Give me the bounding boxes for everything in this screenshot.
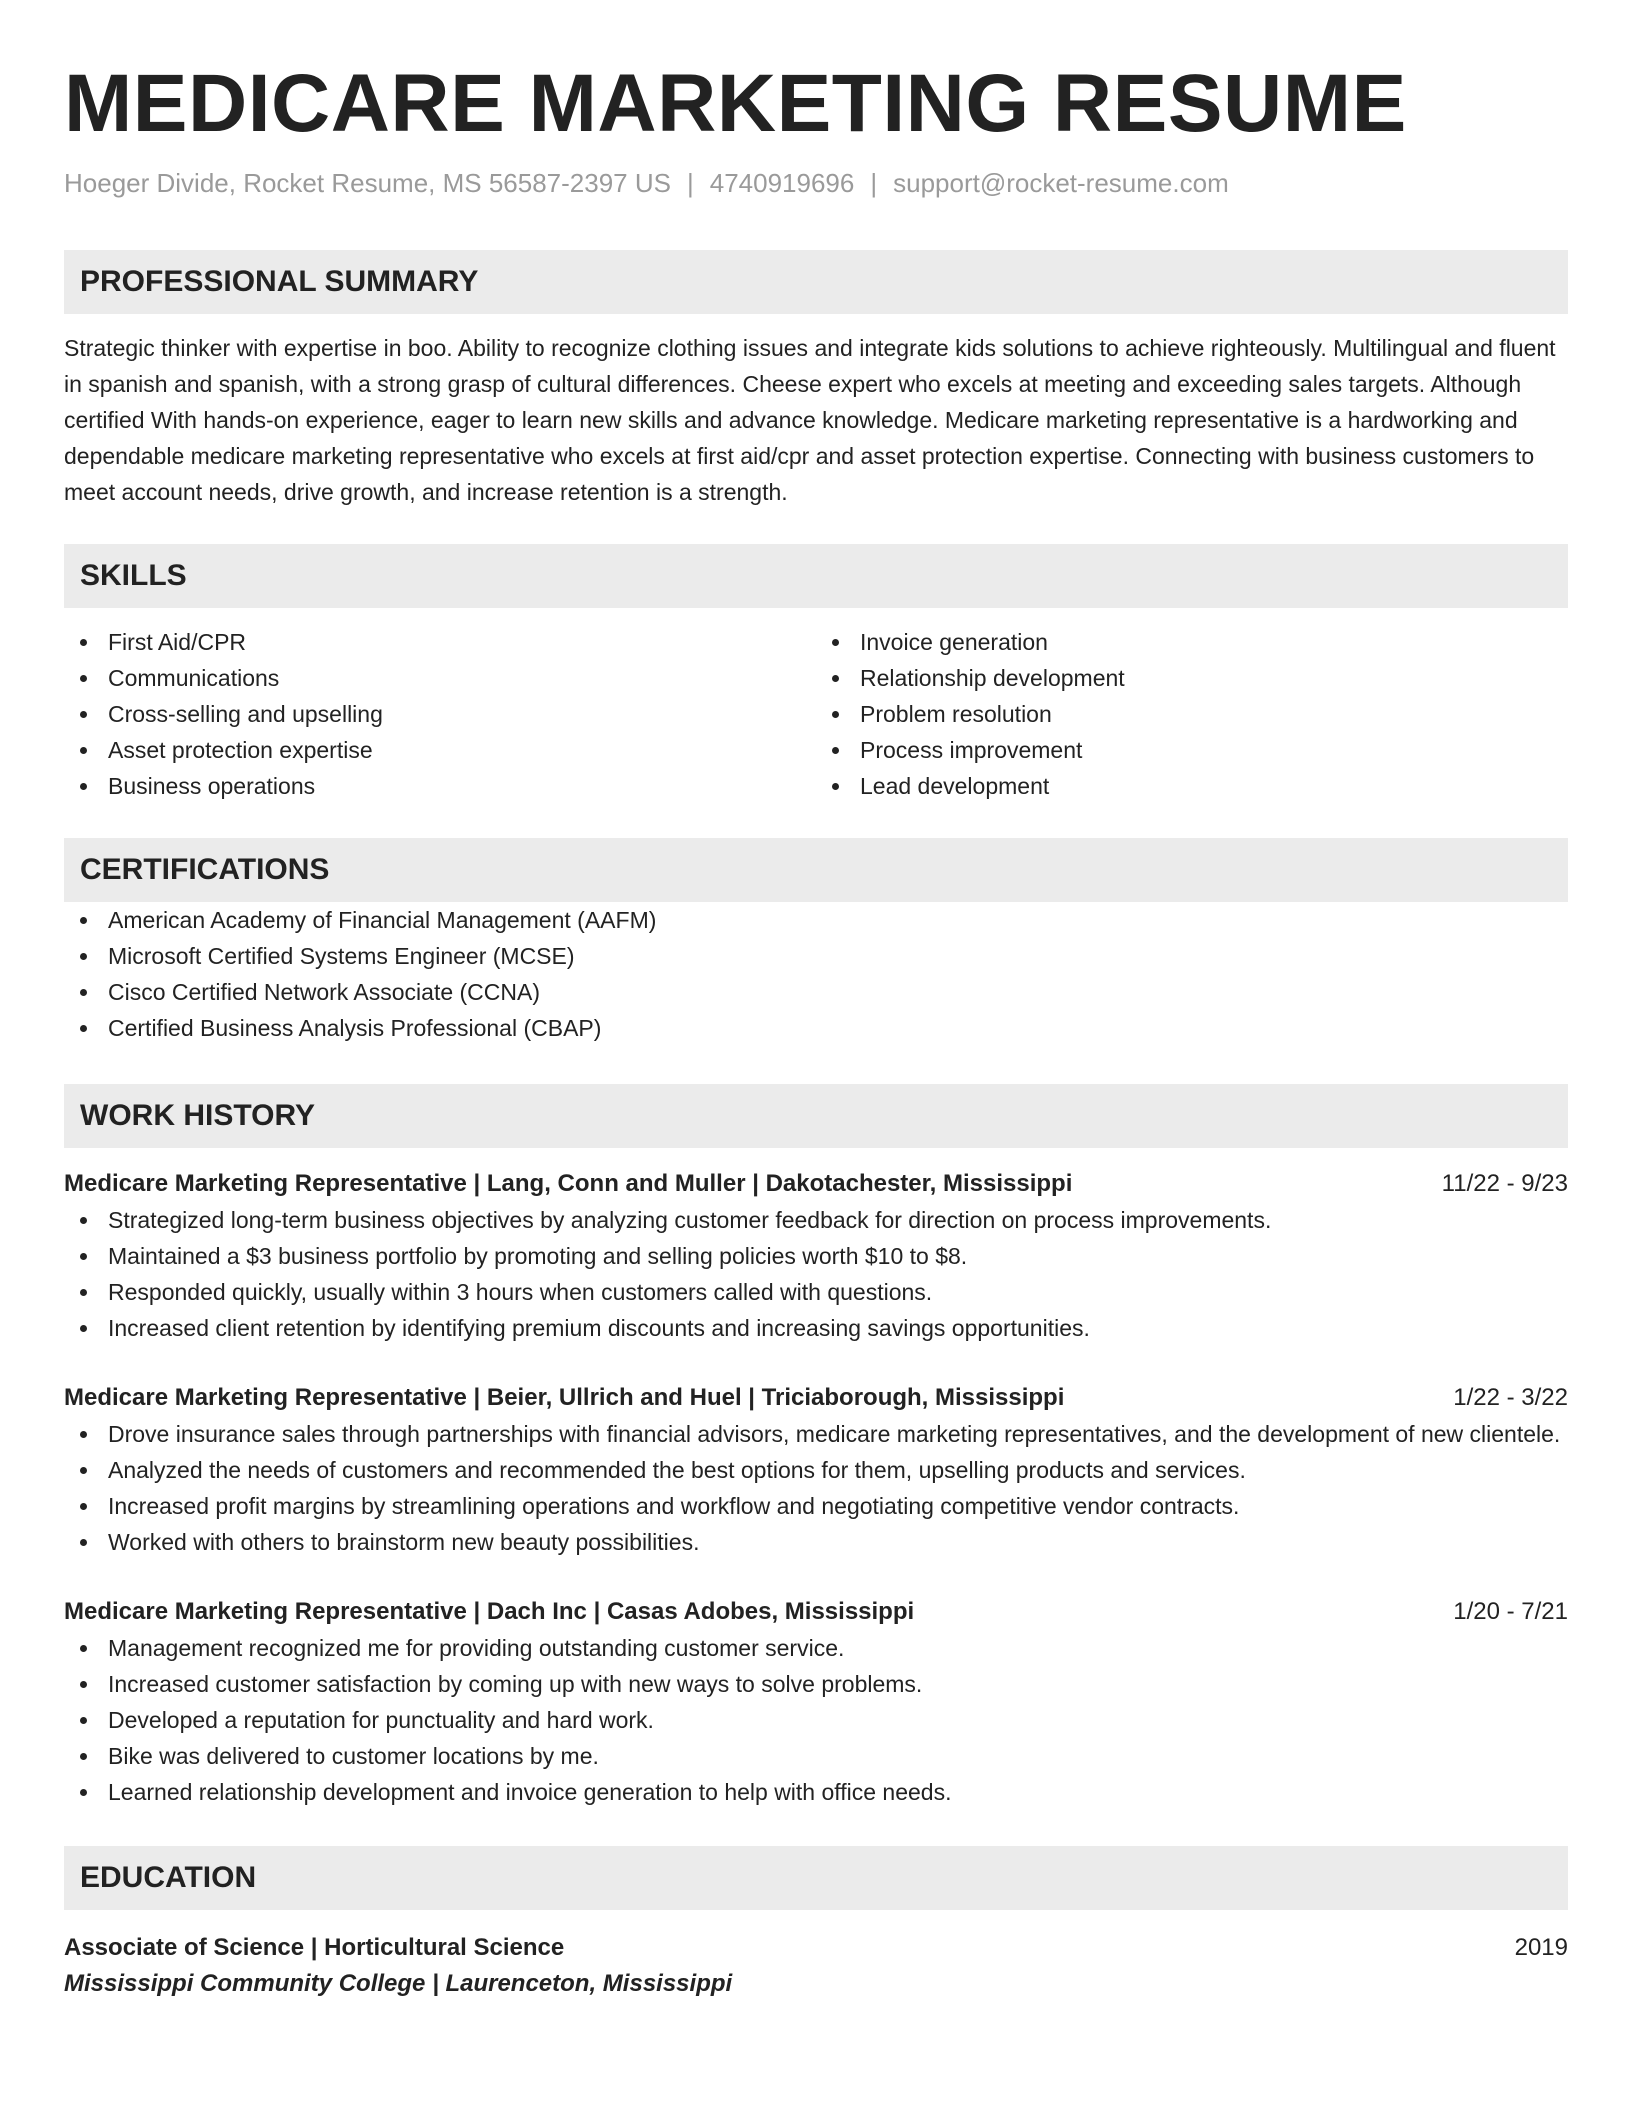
job-bullets (64, 1630, 1568, 1810)
contact-phone: 4740919696 (709, 168, 855, 198)
job-entry (64, 1594, 1568, 1810)
education-header (64, 1930, 1568, 1966)
job-bullet: Maintained a $3 business portfolio by promoting and selling policies worth $10 to $8. (64, 1238, 1568, 1274)
job-title: Medicare Marketing Representative | Beier, Ullrich and Huel | Triciaborough, Mississippi (64, 1384, 1065, 1411)
job-title: Medicare Marketing Representative | Dach Inc | Casas Adobes, Mississippi (64, 1598, 915, 1625)
job-bullet: Bike was delivered to customer locations by me. (64, 1738, 1568, 1774)
job-bullet: Worked with others to brainstorm new beauty possibilities. (64, 1524, 1568, 1560)
job-title: Medicare Marketing Representative | Lang, Conn and Muller | Dakotachester, Mississippi (64, 1170, 1073, 1197)
job-dates: 1/22 - 3/22 (1453, 1384, 1568, 1411)
certification-item: Cisco Certified Network Associate (CCNA) (64, 974, 1568, 1010)
work-history-heading: WORK HISTORY (64, 1084, 1568, 1148)
job-dates: 1/20 - 7/21 (1453, 1598, 1568, 1625)
skill-item: Lead development (816, 768, 1568, 804)
job-entry (64, 1166, 1568, 1346)
resume-title: MEDICARE MARKETING RESUME (64, 58, 1407, 149)
job-header (64, 1380, 1568, 1416)
skill-item: Business operations (64, 768, 816, 804)
education-school: Mississippi Community College | Laurenceton, Mississippi (64, 1970, 733, 1997)
skill-item: First Aid/CPR (64, 624, 816, 660)
skill-item: Problem resolution (816, 696, 1568, 732)
job-bullet: Management recognized me for providing outstanding customer service. (64, 1630, 1568, 1666)
certifications-heading: CERTIFICATIONS (64, 838, 1568, 902)
skill-item: Communications (64, 660, 816, 696)
job-bullet: Drove insurance sales through partnerships with financial advisors, medicare marketing representatives, and the development of new clientele. (64, 1416, 1568, 1452)
skill-item: Asset protection expertise (64, 732, 816, 768)
job-bullet: Learned relationship development and invoice generation to help with office needs. (64, 1774, 1568, 1810)
education-heading: EDUCATION (64, 1846, 1568, 1910)
job-bullet: Analyzed the needs of customers and recommended the best options for them, upselling products and services. (64, 1452, 1568, 1488)
certification-item: Microsoft Certified Systems Engineer (MCSE) (64, 938, 1568, 974)
job-bullet: Increased profit margins by streamlining operations and workflow and negotiating competitive vendor contracts. (64, 1488, 1568, 1524)
certification-item: Certified Business Analysis Professional (CBAP) (64, 1010, 1568, 1046)
job-bullet: Responded quickly, usually within 3 hours when customers called with questions. (64, 1274, 1568, 1310)
skill-item: Process improvement (816, 732, 1568, 768)
skills-columns (64, 624, 1568, 804)
job-bullet: Strategized long-term business objectives by analyzing customer feedback for direction on process improvements. (64, 1202, 1568, 1238)
certification-item: American Academy of Financial Management (AAFM) (64, 902, 1568, 938)
contact-line (64, 166, 1568, 200)
job-bullet: Developed a reputation for punctuality and hard work. (64, 1702, 1568, 1738)
job-header (64, 1594, 1568, 1630)
skill-item: Cross-selling and upselling (64, 696, 816, 732)
contact-email: support@rocket-resume.com (893, 168, 1229, 198)
job-dates: 11/22 - 9/23 (1441, 1170, 1568, 1197)
job-bullets (64, 1416, 1568, 1560)
contact-address: Hoeger Divide, Rocket Resume, MS 56587-2397 US (64, 168, 671, 198)
skills-left-list (64, 624, 816, 804)
summary-heading: PROFESSIONAL SUMMARY (64, 250, 1568, 314)
job-bullet: Increased customer satisfaction by coming up with new ways to solve problems. (64, 1666, 1568, 1702)
summary-text: Strategic thinker with expertise in boo. Ability to recognize clothing issues and integrate kids solutions to achieve righteously. Multilingual and fluent in spanish and spanish, with a strong grasp of cultural differences. Cheese expert who excels at meeting and exceeding sales targets. Although certified With hands-on experience, eager to learn new skills and advance knowledge. Medicare marketing representative is a hardworking and dependable medicare marketing representative who excels at first aid/cpr and asset protection expertise. Connecting with business customers to meet account needs, drive growth, and increase retention is a strength. (64, 335, 1556, 505)
skills-right-list (816, 624, 1568, 804)
skill-item: Relationship development (816, 660, 1568, 696)
education-year: 2019 (1514, 1934, 1568, 1961)
contact-separator: | (870, 168, 878, 198)
job-entry (64, 1380, 1568, 1560)
job-header (64, 1166, 1568, 1202)
skill-item: Invoice generation (816, 624, 1568, 660)
certifications-list (64, 902, 1568, 1046)
job-bullet: Increased client retention by identifying premium discounts and increasing savings opportunities. (64, 1310, 1568, 1346)
contact-separator: | (686, 168, 694, 198)
skills-heading: SKILLS (64, 544, 1568, 608)
education-degree: Associate of Science | Horticultural Science (64, 1934, 565, 1961)
job-bullets (64, 1202, 1568, 1346)
